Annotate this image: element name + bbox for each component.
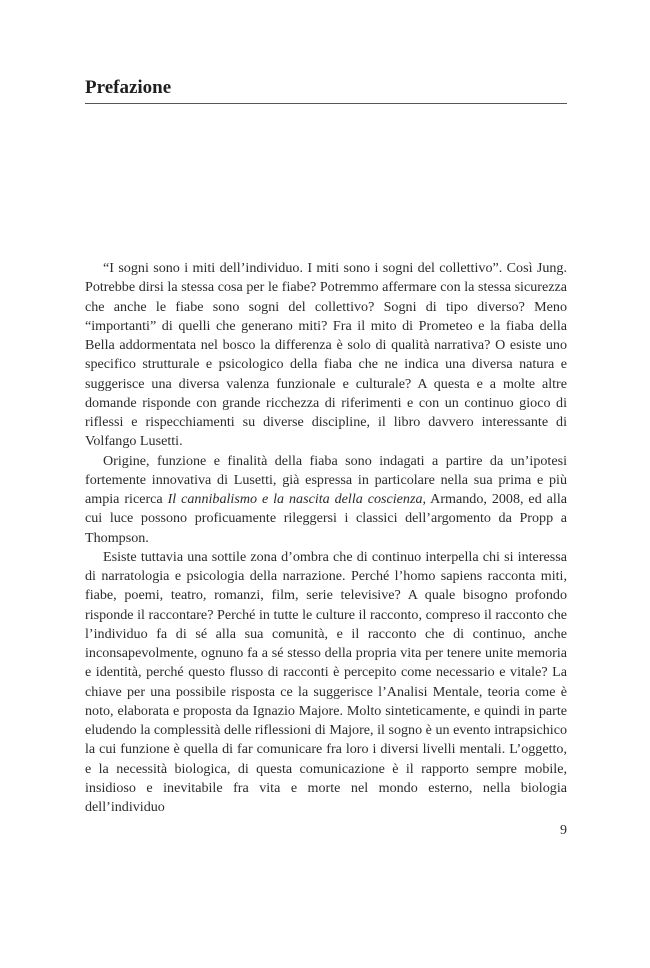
paragraph-2 bbox=[85, 452, 567, 548]
page-number: 9 bbox=[560, 823, 567, 838]
body-text bbox=[85, 259, 567, 817]
chapter-heading: Prefazione bbox=[85, 77, 172, 98]
paragraph-2-text-before: Origine, funzione e finalità della fiaba sono indagati a partire da un’ipotesi fortemente innovativa di Lusetti, già espressa in particolare nella sua prima e più ampia ricerca bbox=[85, 452, 567, 507]
paragraph-2-text-after: , Armando, 2008, ed alla cui luce possono proficuamente rileggersi i classici dell’argomento da Propp a Thompson. bbox=[85, 491, 567, 546]
paragraph-1: “I sogni sono i miti dell’individuo. I miti sono i sogni del collettivo”. Così Jung. Potrebbe dirsi la stessa cosa per le fiabe? Potremmo affermare con la stessa sicurezza che anche le fiabe sono sogni del collettivo? Sogni di tipo diverso? Meno “importanti” di quelli che generano miti? Fra il mito di Prometeo e la fiaba della Bella addormentata nel bosco la differenza è solo di qualità narrativa? O esiste uno specifico strutturale e psicologico della fiaba che ne indica una diversa natura e suggerisce una diversa valenza funzionale e culturale? A questa e a molte altre domande risponde con grande ricchezza di riferimenti e con un continuo gioco di riflessi e rispecchiamenti su diverse discipline, il libro davvero interessante di Volfango Lusetti. bbox=[85, 260, 567, 450]
paragraph-3: Esiste tuttavia una sottile zona d’ombra che di continuo interpella chi si interessa di narratologia e psicologia della narrazione. Perché l’homo sapiens racconta miti, fiabe, poemi, teatro, romanzi, film, serie televisive? A quale bisogno profondo risponde il raccontare? Perché in tutte le culture il racconto, compreso il racconto che l’individuo fa di sé alla sua comunità, e il racconto che di continuo, anche inconsapevolmente, ognuno fa a sé stesso della propria vita per tenere unite memoria e identità, perché questo flusso di racconti è percepito come necessario e vitale? La chiave per una possibile risposta ce la suggerisce l’Analisi Mentale, teoria come è noto, elaborata e proposta da Ignazio Majore. Molto sinteticamente, e quindi in parte eludendo la complessità delle riflessioni di Majore, il sogno è un evento intrapsichico la cui funzione è quella di far comunicare fra loro i diversi livelli mentali. L’oggetto, e la necessità biologica, di questa comunicazione è il rapporto sempre mobile, insidioso e inevitabile fra vita e morte nel mondo esterno, nella biologia dell’individuo bbox=[85, 548, 567, 815]
book-title: Il cannibalismo e la nascita della coscienza bbox=[167, 491, 423, 507]
heading-rule bbox=[85, 103, 567, 104]
